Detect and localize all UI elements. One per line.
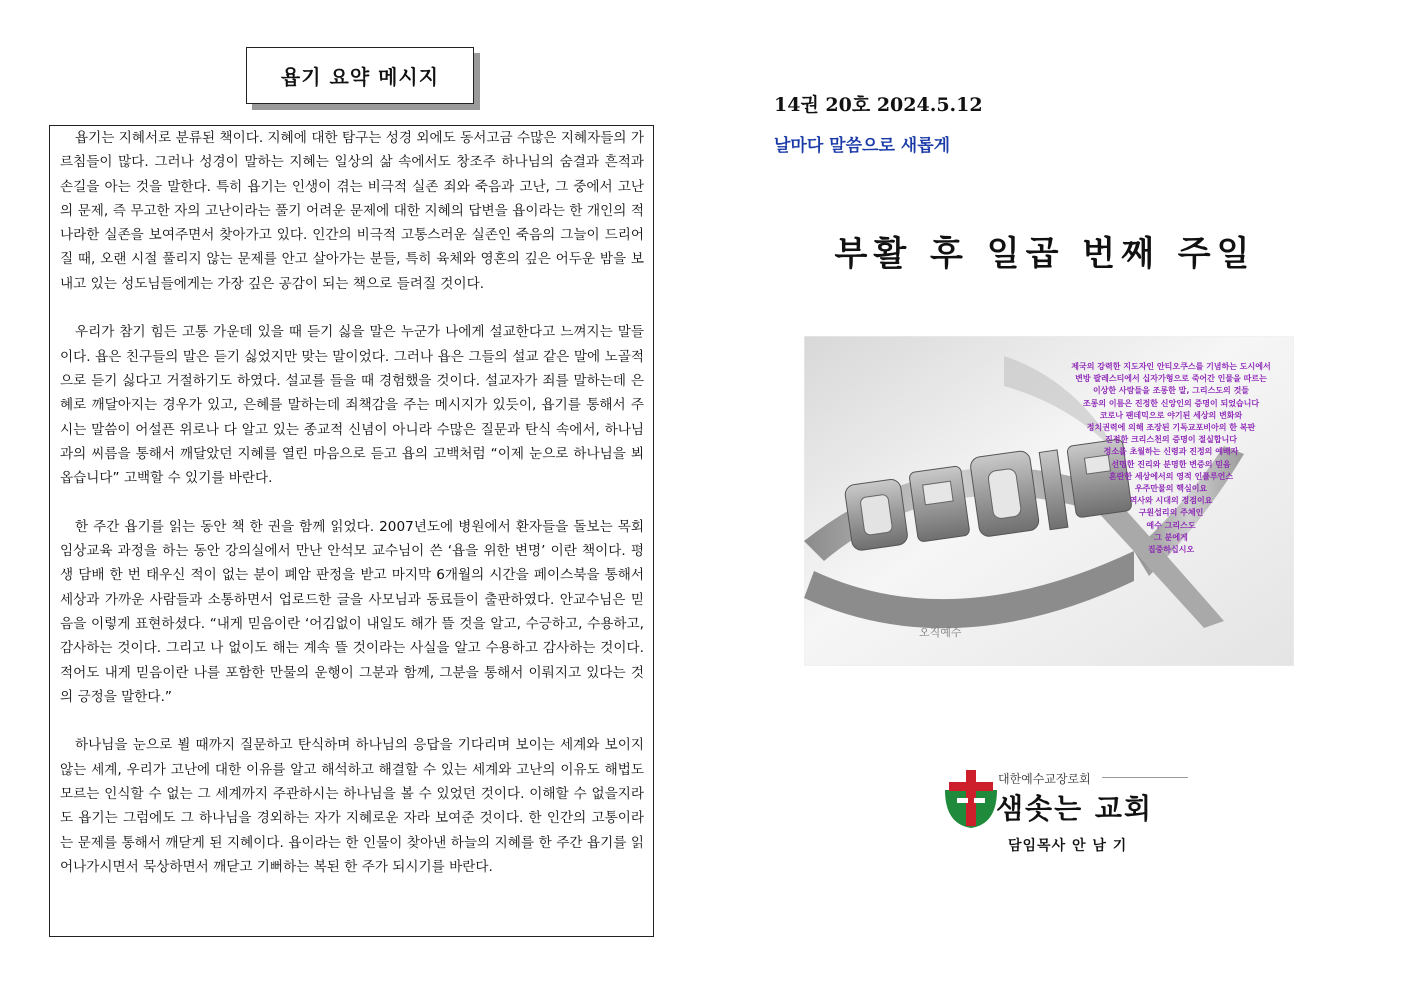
paragraph-3: 한 주간 욥기를 읽는 동안 책 한 권을 함께 읽었다. 2007년도에 병원에서 환자들을 돌보는 목회임상교육 과정을 하는 동안 강의실에서 만난 안석모 교수님이 쓴 ‘욥을 위한 변명’ 이란 책이다. 평생 담배 한 번 태우신 적이 없는 분이 폐암 판정을 받고 마지막 6개월의 시간을 페이스북을 통해서 세상과 가까운 사람들과 소통하면서 업로드한 글을 사모님과 동료들이 출판하였다. 안교수님은 믿음을 이렇게 표현하셨다. “내게 믿음이란 ‘어김없이 내일도 해가 뜰 것을 알고, 수긍하고, 수용하고, 감사하는 것이다. 그리고 나 없이도 해는 계속 뜰 것이라는 사실을 알고 수용하고 감사하는 것이다. 적어도 내게 믿음이란 나를 포함한 만물의 운행이 그분과 함께, 그분을 통해서 이뤄지고 있다는 것의 긍정을 말한다.” <box>60 518 644 705</box>
cross-logo-icon <box>941 768 1001 830</box>
sculpture-text: 오직예수 <box>919 626 962 639</box>
caption-line: 혼란한 세상에서의 영적 인플루언스 <box>1108 471 1234 481</box>
caption-line: 조롱의 이름은 진정한 신앙인의 증명이 되었습니다 <box>1082 398 1260 408</box>
denomination: 대한예수교장로회 <box>998 772 1091 786</box>
caption-line: 구원섭리의 주체인 <box>1138 508 1204 518</box>
caption-line: 변방 팔레스티에서 십자가형으로 죽어간 인물을 따르는 <box>1075 374 1267 384</box>
caption-line: 그 분에게 <box>1154 532 1188 542</box>
artwork-caption <box>1062 361 1280 556</box>
motto: 날마다 말씀으로 새롭게 <box>774 136 951 156</box>
caption-line: 이상한 사람들을 조롱한 말, 그리스도의 것들 <box>1092 386 1250 396</box>
caption-line: 코로나 팬데믹으로 야기된 세상의 변화와 <box>1099 410 1243 420</box>
caption-line: 예수 그리스도 <box>1146 520 1196 530</box>
caption-line: 제국의 강력한 지도자인 안티오쿠스를 기념하는 도시에서 <box>1071 362 1271 371</box>
caption-line: 선명한 진리와 분명한 변증의 믿음 <box>1111 459 1231 469</box>
paragraph-4: 하나님을 눈으로 뵐 때까지 질문하고 탄식하며 하나님의 응답을 기다리며 보이는 세계와 보이지 않는 세계, 우리가 고난에 대한 이유를 알고 해석하고 해결할 수 있는 세계와 고난의 이유도 해법도 모르는 인식할 수 없는 그 세계까지 주관하시는 하나님을 볼 수 있었던 것이다. 이해할 수 없을지라도 욥기는 그럼에도 그 하나님을 경외하는 자가 지혜로운 자라 보여준 것이다. 한 인간의 고통이라는 문제를 통해서 깨닫게 된 지혜이다. 욥이라는 한 인물이 찾아낸 하늘의 지혜를 한 주간 욥기를 읽어나가시면서 묵상하면서 깨닫고 기뻐하는 복된 한 주가 되시기를 바란다. <box>60 737 644 875</box>
pastor-name: 담임목사 안 남 기 <box>1008 838 1128 854</box>
paragraph-1: 욥기는 지혜서로 분류된 책이다. 지혜에 대한 탐구는 성경 외에도 동서고금 수많은 지혜자들의 가르침들이 많다. 그러나 성경이 말하는 지혜는 일상의 삶 속에서도 창조주 하나님의 숨결과 흔적과 손길을 아는 것을 말한다. 특히 욥기는 인생이 겪는 비극적 실존 죄와 죽음과 고난, 그 중에서 고난의 문제, 즉 무고한 자의 고난이라는 풀기 어려운 문제에 대한 지혜의 답변을 욥이라는 한 개인의 적나라한 실존을 보여주면서 찾아가고 있다. 인간의 비극적 고통스러운 실존인 죽음의 그늘이 드리어질 때, 오랜 시절 풀리지 않는 문제를 안고 살아가는 분들, 특히 육체와 영혼의 깊은 어두운 밤을 보내고 있는 성도님들에게는 가장 깊은 공감이 되는 책으로 들려질 것이다. <box>60 130 644 292</box>
caption-line: 우주만물의 핵심이요 <box>1134 484 1208 494</box>
caption-line: 정소를 초월하는 신령과 진정의 예배자 <box>1103 447 1239 457</box>
page-title-box <box>246 47 474 104</box>
caption-line: 역사와 시대의 정점이요 <box>1129 496 1213 506</box>
caption-line: 집중하십시오 <box>1147 545 1195 555</box>
sunday-title: 부활 후 일곱 번째 주일 <box>834 234 1256 274</box>
page-title: 욥기 요약 메시지 <box>280 65 440 89</box>
church-name: 샘솟는 교회 <box>996 792 1153 825</box>
issue-info: 14권 20호 2024.5.12 <box>774 94 983 116</box>
paragraph-2: 우리가 참기 힘든 고통 가운데 있을 때 듣기 싫을 말은 누군가 나에게 설교한다고 느껴지는 말들이다. 욥은 친구들의 말은 듣기 싫었지만 맞는 말이었다. 그러나 욥은 그들의 설교 같은 말에 노골적으로 듣기 싫다고 거절하기도 하였다. 설교를 들을 때 경험했을 것이다. 설교자가 죄를 말하는데 은혜로 깨달아지는 경우가 있고, 은혜를 말하는데 죄책감을 주는 메시지가 있듯이, 욥기를 통해서 주시는 말씀이 어설픈 위로나 다 알고 있는 종교적 신념이 아니라 수많은 질문과 탄식 속에서, 하나님과의 씨름을 통해서 깨달았던 지혜를 열린 마음으로 듣고 욥의 고백처럼 “이제 눈으로 하나님을 뵈옵습니다” 고백할 수 있기를 바란다. <box>60 324 644 487</box>
divider <box>1102 777 1188 778</box>
caption-line: 진정한 크리스천의 증명이 절실합니다 <box>1104 435 1237 445</box>
caption-line: 정치권력에 의해 조장된 기독교포비아의 한 복판 <box>1086 423 1256 433</box>
message-body <box>49 125 654 937</box>
